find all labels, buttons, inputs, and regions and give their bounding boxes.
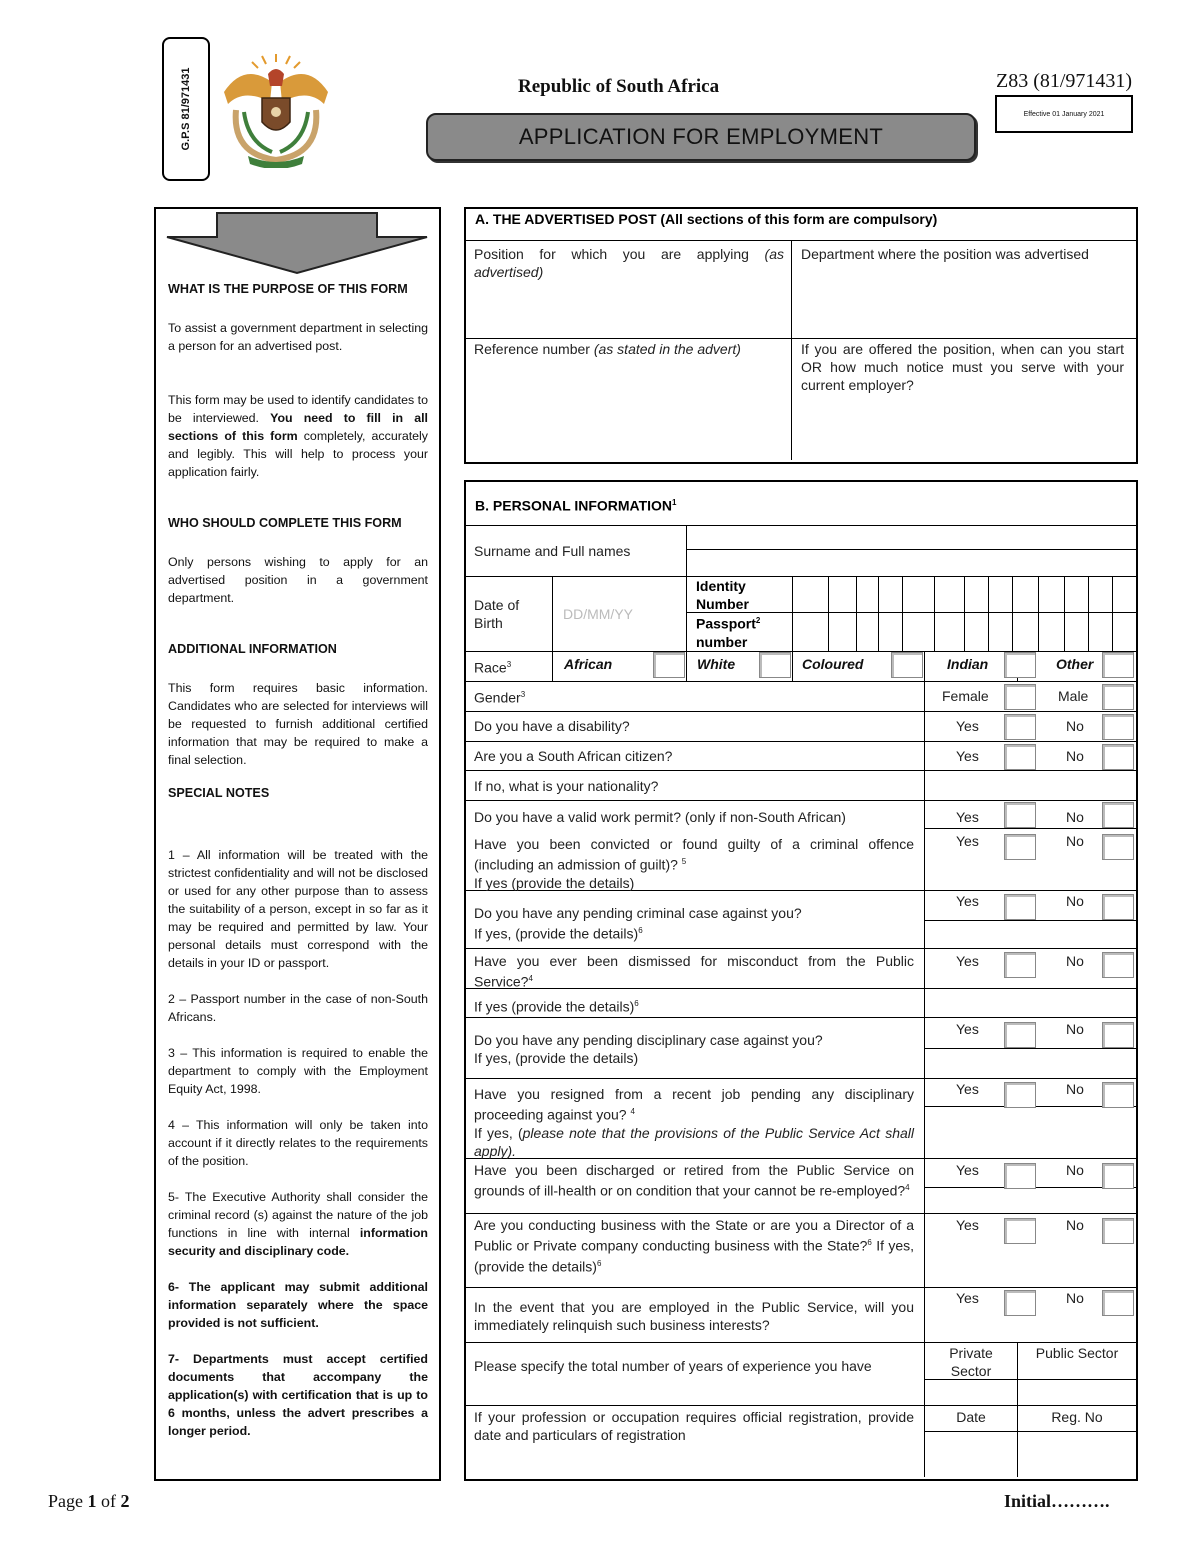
convicted-no-checkbox[interactable] (1102, 834, 1134, 860)
reference-field[interactable] (470, 369, 786, 457)
note-1: 1 – All information will be treated with the strictest confidentiality and will not be disclosed or used for any other purpose than to assess the suitability of a person, except in so far as it may be required and permitted by law. Your personal details must correspond with the details in your ID or passport. (168, 848, 428, 970)
note-5: 5- The Executive Authority shall consider the criminal record (s) against the nature of the job functions in line with internal information security and disciplinary code. (168, 1190, 428, 1258)
public-sector-label: Public Sector (1035, 1345, 1119, 1361)
resigned-yes-label: Yes (956, 1081, 979, 1097)
permit-no-label: No (1066, 809, 1084, 825)
dismissed-yes-checkbox[interactable] (1004, 952, 1036, 978)
business-question: Are you conducting business with the State or are you a Director of a Public or Private company conducting business with the State?$^6$ If yes, (provide the details)$^6$ (474, 1217, 914, 1275)
page-number: Page 1 of 2 (48, 1491, 130, 1511)
race-white-label: White (697, 656, 736, 672)
disability-yes-label: Yes (956, 718, 979, 734)
registration-date-field[interactable] (928, 1433, 1014, 1475)
pending-criminal-yes-label: Yes (956, 893, 979, 909)
resigned-no-checkbox[interactable] (1102, 1082, 1134, 1108)
dismissed-no-checkbox[interactable] (1102, 952, 1134, 978)
dob-label: Date of Birth (474, 597, 520, 631)
disciplinary-yes-label: Yes (956, 1021, 979, 1037)
registration-number-label: Reg. No (1051, 1409, 1103, 1425)
note-2: 2 – Passport number in the case of non-South Africans. (168, 992, 428, 1024)
race-white-checkbox[interactable] (759, 652, 791, 678)
convicted-yes-checkbox[interactable] (1004, 834, 1036, 860)
form-code: Z83 (81/971431) (996, 70, 1133, 92)
business-no-label: No (1066, 1217, 1084, 1233)
note-6: 6- The applicant may submit additional information separately where the space provided is not sufficient. (168, 1280, 428, 1330)
race-other-checkbox[interactable] (1102, 652, 1134, 678)
registration-number-field[interactable] (1022, 1433, 1132, 1475)
nationality-question: If no, what is your nationality? (474, 778, 659, 794)
note-7: 7- Departments must accept certified documents that accompany the application(s) with certification that is up to 6 months, unless the advert prescribes a longer period. (168, 1352, 428, 1438)
pending-criminal-no-label: No (1066, 893, 1084, 909)
department-label: Department where the position was advertised (801, 246, 1089, 262)
permit-no-checkbox[interactable] (1102, 802, 1134, 828)
citizen-yes-label: Yes (956, 748, 979, 764)
business-yes-checkbox[interactable] (1004, 1218, 1036, 1244)
disciplinary-yes-checkbox[interactable] (1004, 1022, 1036, 1048)
passport-number-field[interactable] (794, 614, 1134, 649)
relinquish-no-checkbox[interactable] (1102, 1290, 1134, 1316)
discharged-yes-label: Yes (956, 1162, 979, 1178)
id-number-field[interactable] (794, 578, 1134, 610)
usage-text: This form may be used to identify candidates to be interviewed. You need to fill in all sections of this form completely, accurately and legibly. This will help to process your application fairly. (168, 393, 429, 479)
race-african-checkbox[interactable] (653, 652, 685, 678)
department-field[interactable] (796, 269, 1130, 333)
registration-question: If your profession or occupation requires official registration, provide date and particulars of registration (474, 1409, 914, 1443)
id-label: Identity Number (696, 578, 749, 612)
convicted-details-field[interactable] (928, 862, 1132, 888)
surname-label: Surname and Full names (474, 543, 631, 559)
dismissed-details-label: If yes (provide the details)$^6$ (474, 998, 639, 1015)
instructions-sidebar (154, 207, 441, 1481)
citizen-no-checkbox[interactable] (1102, 744, 1134, 770)
additional-text: This form requires basic information. Candidates who are selected for interviews will be requested to furnish additional certified information that may be required to make a final selection. (168, 681, 428, 767)
effective-date-box (995, 95, 1133, 133)
permit-question: Do you have a valid work permit? (only if non-South African) (474, 809, 846, 825)
purpose-heading: WHAT IS THE PURPOSE OF THIS FORM (168, 282, 408, 296)
discharged-no-checkbox[interactable] (1102, 1163, 1134, 1189)
male-checkbox[interactable] (1102, 684, 1134, 710)
discharged-question: Have you been discharged or retired from the Public Service on grounds of ill-health or on condition that your cannot be re-employed?$^4$ (474, 1162, 914, 1199)
note-3: 3 – This information is required to enable the department to comply with the Employment Equity Act, 1998. (168, 1046, 428, 1096)
business-no-checkbox[interactable] (1102, 1218, 1134, 1244)
citizen-no-label: No (1066, 748, 1084, 764)
relinquish-yes-label: Yes (956, 1290, 979, 1306)
race-indian-checkbox[interactable] (1004, 652, 1036, 678)
dismissed-yes-label: Yes (956, 953, 979, 969)
additional-heading: ADDITIONAL INFORMATION (168, 642, 337, 656)
permit-yes-checkbox[interactable] (1004, 802, 1036, 828)
race-indian-label: Indian (947, 656, 989, 672)
disability-question: Do you have a disability? (474, 718, 630, 734)
race-african-label: African (564, 656, 613, 672)
country-name: Republic of South Africa (518, 76, 720, 97)
public-sector-years-field[interactable] (1022, 1381, 1132, 1403)
dismissed-no-label: No (1066, 953, 1084, 969)
section-a-heading: A. THE ADVERTISED POST (All sections of this form are compulsory) (475, 211, 938, 227)
disability-yes-checkbox[interactable] (1004, 714, 1036, 740)
disciplinary-no-checkbox[interactable] (1102, 1022, 1134, 1048)
coat-of-arms-logo (214, 52, 338, 168)
convicted-no-label: No (1066, 833, 1084, 849)
private-sector-label: Private Sector (949, 1345, 993, 1379)
race-label: Race$^3$ (474, 659, 512, 676)
resigned-question: Have you resigned from a recent job pending any disciplinary proceeding against you? $^4$ If yes, (please note that the provisions of the Public Service Act shall apply). (474, 1086, 914, 1159)
pending-criminal-yes-checkbox[interactable] (1004, 894, 1036, 920)
note-4: 4 – This information will only be taken into account if it directly relates to the requirements of the position. (168, 1118, 428, 1168)
convicted-yes-label: Yes (956, 833, 979, 849)
disability-no-checkbox[interactable] (1102, 714, 1134, 740)
nationality-field[interactable] (928, 773, 1132, 797)
passport-label: Passport$^2$ number (696, 615, 761, 650)
disciplinary-details-field[interactable] (928, 1051, 1132, 1075)
who-heading: WHO SHOULD COMPLETE THIS FORM (168, 516, 402, 530)
surname-field[interactable] (690, 528, 1132, 572)
permit-yes-label: Yes (956, 809, 979, 825)
resigned-yes-checkbox[interactable] (1004, 1082, 1036, 1108)
resigned-details-field[interactable] (928, 1109, 1132, 1155)
convicted-question: Have you been convicted or found guilty of a criminal offence (including an admission of guilt)? $^5$ If yes (provide the details) (474, 836, 914, 891)
section-b-heading: B. PERSONAL INFORMATION$^1$ (475, 497, 677, 514)
notice-label: If you are offered the position, when can you start OR how much notice must you serve with your current employer? (801, 341, 1124, 393)
notice-field[interactable] (796, 399, 1130, 457)
reference-label: Reference number (as stated in the advert) (474, 341, 741, 357)
dismissed-question: Have you ever been dismissed for misconduct from the Public Service?$^4$ (474, 953, 914, 990)
gps-code-box (162, 37, 210, 181)
dismissed-details-field[interactable] (928, 991, 1132, 1015)
who-text: Only persons wishing to apply for an advertised position in a government department. (168, 555, 428, 605)
discharged-no-label: No (1066, 1162, 1084, 1178)
position-label: Position for which you are applying (as advertised) (474, 246, 784, 280)
female-label: Female (942, 688, 989, 704)
discharged-yes-checkbox[interactable] (1004, 1163, 1036, 1189)
relinquish-no-label: No (1066, 1290, 1084, 1306)
citizen-yes-checkbox[interactable] (1004, 744, 1036, 770)
registration-date-label: Date (956, 1409, 986, 1425)
resigned-no-label: No (1066, 1081, 1084, 1097)
disciplinary-question: Do you have any pending disciplinary case against you? If yes, (provide the details) (474, 1032, 823, 1066)
race-other-label: Other (1056, 656, 1094, 672)
form-title: APPLICATION FOR EMPLOYMENT (426, 113, 976, 161)
section-a-advertised-post (464, 207, 1138, 464)
race-coloured-checkbox[interactable] (891, 652, 923, 678)
business-yes-label: Yes (956, 1217, 979, 1233)
pending-criminal-no-checkbox[interactable] (1102, 894, 1134, 920)
race-coloured-label: Coloured (802, 656, 864, 672)
notes-heading: SPECIAL NOTES (168, 786, 270, 800)
gps-code: G.P.S 81/971431 (180, 67, 192, 151)
pending-criminal-question: Do you have any pending criminal case against you? If yes, (provide the details)$^6$ (474, 905, 802, 942)
effective-date: Effective 01 January 2021 (1023, 110, 1105, 118)
dob-field[interactable]: DD/MM/YY (563, 606, 633, 622)
disability-no-label: No (1066, 718, 1084, 734)
experience-question: Please specify the total number of years of experience you have (474, 1358, 872, 1374)
initial-field[interactable]: Initial………. (1004, 1491, 1110, 1511)
male-label: Male (1058, 688, 1089, 704)
private-sector-years-field[interactable] (928, 1381, 1014, 1403)
relinquish-yes-checkbox[interactable] (1004, 1290, 1036, 1316)
relinquish-question: In the event that you are employed in the Public Service, will you immediately relinquish such business interests? (474, 1299, 914, 1333)
disciplinary-no-label: No (1066, 1021, 1084, 1037)
section-b-personal-info (464, 480, 1138, 1481)
pending-criminal-details-field[interactable] (928, 923, 1132, 945)
position-field[interactable] (470, 269, 786, 333)
gender-label: Gender$^3$ (474, 689, 526, 706)
citizen-question: Are you a South African citizen? (474, 748, 673, 764)
female-checkbox[interactable] (1004, 684, 1036, 710)
purpose-text: To assist a government department in selecting a person for an advertised post. (168, 321, 428, 353)
down-arrow-icon (159, 211, 435, 275)
